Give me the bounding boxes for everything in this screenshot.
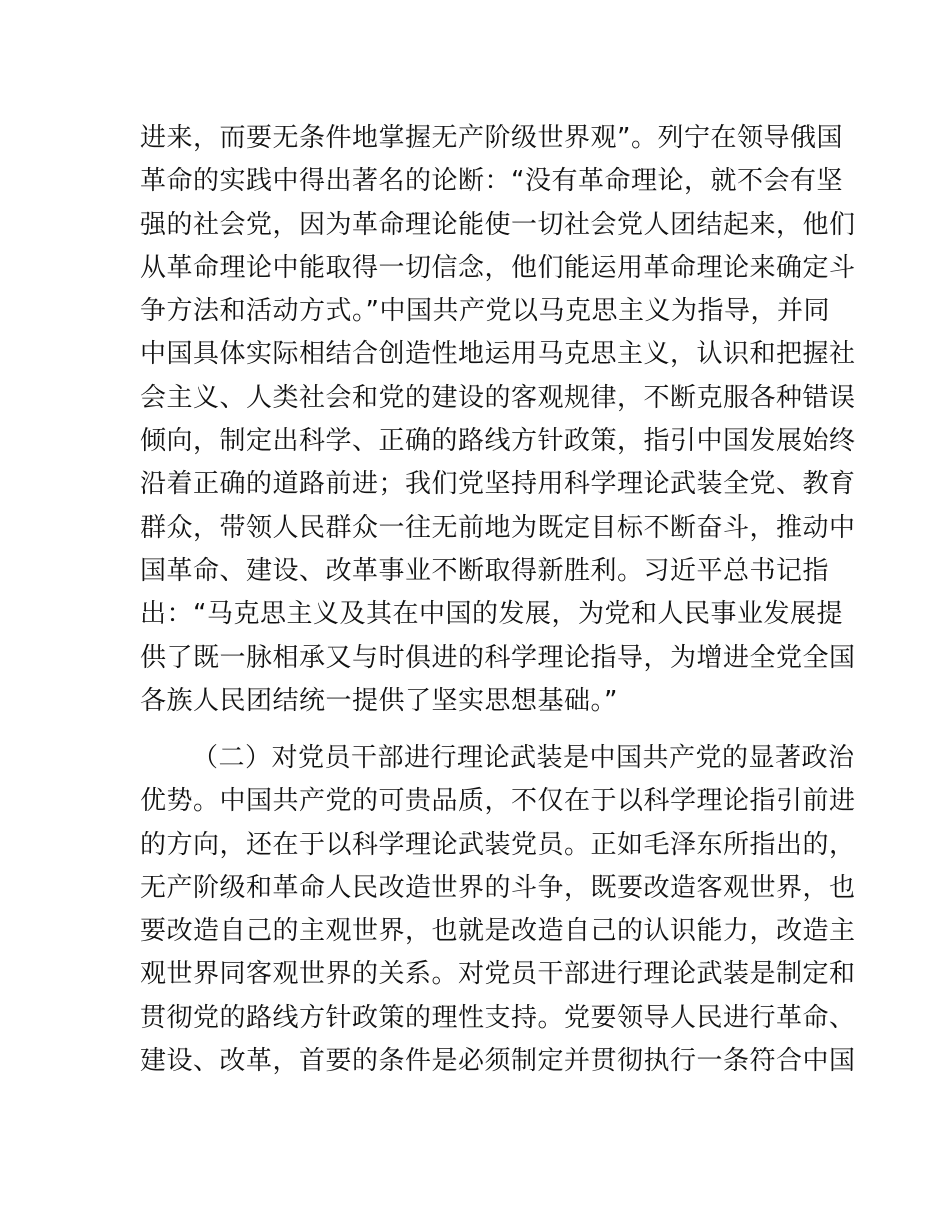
text-line: 出：“马克思主义及其在中国的发展，为党和人民事业发展提 [140,599,843,630]
text-line: 供了既一脉相承又与时俱进的科学理论指导，为增进全党全国 [140,642,856,673]
text-line: 革命的实践中得出著名的论断：“没有革命理论，就不会有坚 [140,166,843,197]
text-line: 贯彻党的路线方针政策的理性支持。党要领导人民进行革命、 [140,1002,856,1033]
paragraph-2 [140,737,856,1083]
text-line: 无产阶级和革命人民改造世界的斗争，既要改造客观世界，也 [140,872,856,903]
text-line: 建设、改革，首要的条件是必须制定并贯彻执行一条符合中国 [140,1046,856,1077]
text-line: 群众，带领人民群众一往无前地为既定目标不断奋斗，推动中 [140,512,856,543]
text-line: 中国具体实际相结合创造性地运用马克思主义，认识和把握社 [140,339,856,370]
text-line: 国革命、建设、改革事业不断取得新胜利。习近平总书记指 [140,555,830,586]
text-line: 的方向，还在于以科学理论武装党员。正如毛泽东所指出的， [140,829,856,860]
text-line: 各族人民团结统一提供了坚实思想基础。” [140,685,618,716]
text-line: （二）对党员干部进行理论武装是中国共产党的显著政治 [192,743,855,773]
text-line: 优势。中国共产党的可贵品质，不仅在于以科学理论指引前进 [140,786,856,817]
text-line: 争方法和活动方式。”中国共产党以马克思主义为指导，并同 [140,296,830,327]
text-line: 沿着正确的道路前进；我们党坚持用科学理论武装全党、教育 [140,469,856,500]
text-line: 倾向，制定出科学、正确的路线方针政策，指引中国发展始终 [140,426,856,457]
text-line: 进来，而要无条件地掌握无产阶级世界观”。列宁在领导俄国 [140,123,843,153]
text-line: 从革命理论中能取得一切信念，他们能运用革命理论来确定斗 [140,252,856,283]
paragraph-1 [140,117,856,723]
text-line: 会主义、人类社会和党的建设的客观规律，不断克服各种错误 [140,382,856,413]
text-line: 强的社会党，因为革命理论能使一切社会党人团结起来，他们 [140,209,856,240]
text-line: 要改造自己的主观世界，也就是改造自己的认识能力，改造主 [140,916,856,947]
text-line: 观世界同客观世界的关系。对党员干部进行理论武装是制定和 [140,959,856,990]
